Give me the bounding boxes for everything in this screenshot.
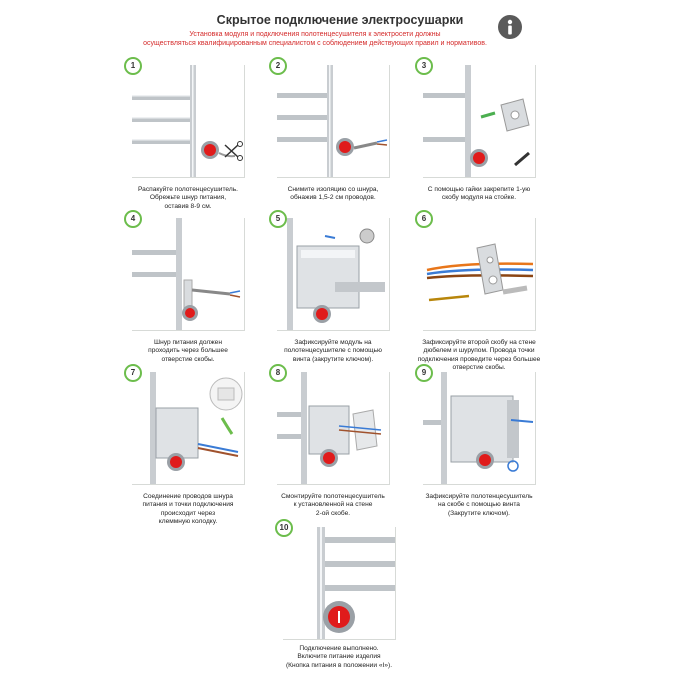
caption-line: отверстие скобы. <box>452 363 506 371</box>
caption-line: Подключение выполнено. <box>299 645 379 652</box>
page-title: Скрытое подключение электросушарки <box>216 13 464 27</box>
warning-line-1: Установка модуля и подключения полотенцесушителя к электросети должны <box>189 31 441 38</box>
step-7-illustration <box>132 372 244 484</box>
caption-line: (Закрутите ключом). <box>447 509 511 517</box>
step-6 <box>421 214 536 331</box>
step-1 <box>130 61 245 178</box>
step-9-caption <box>404 493 554 518</box>
step-8-illustration <box>277 372 389 484</box>
rotate-arrow-icon <box>325 236 335 238</box>
step-9 <box>421 368 536 485</box>
step-2 <box>275 61 390 178</box>
caption-line: Распакуйте полотенцесушитель. <box>137 186 238 193</box>
caption-line: подключения проведите через большее <box>417 355 541 363</box>
step-number: 10 <box>275 519 293 537</box>
caption-line: оставив 8-9 см. <box>164 202 212 210</box>
caption-line: к установленной на стене <box>293 501 373 509</box>
step-9-illustration <box>423 372 535 484</box>
caption-line: винта (закрутите ключом). <box>292 355 374 363</box>
caption-line: Зафиксируйте полотенцесушитель <box>425 493 533 500</box>
step-6-illustration <box>423 218 535 330</box>
warning-line-2: осуществляться квалифицированным специалистом с соблюдением действующих правил и нормативов. <box>143 40 487 47</box>
step-8 <box>275 368 390 485</box>
step-number: 7 <box>124 364 142 382</box>
terminal-block-icon <box>218 388 234 400</box>
screw-icon <box>429 296 469 300</box>
caption-line: питания и точки подключения <box>142 501 234 509</box>
arrow-icon <box>481 113 495 117</box>
step-number: 3 <box>415 57 433 75</box>
arrow-icon <box>222 418 232 434</box>
caption-line: скобу модуля на стойке. <box>441 194 517 202</box>
caption-line: проходить через большее <box>148 347 228 355</box>
step-number: 1 <box>124 57 142 75</box>
step-3 <box>421 61 536 178</box>
step-4-illustration <box>132 218 244 330</box>
step-number: 6 <box>415 210 433 228</box>
caption-line: Зафиксируйте второй скобу на стене <box>422 339 536 346</box>
caption-line: дюбелем и шурупом. Провода точки <box>423 347 535 355</box>
caption-line: Включите питание изделия <box>297 653 381 661</box>
caption-line: Зафиксируйте модуль на <box>294 339 372 346</box>
step-4-caption <box>113 339 263 364</box>
step-10 <box>279 523 396 640</box>
caption-line: отверстие скобы. <box>161 355 215 363</box>
step-2-illustration <box>277 65 389 177</box>
caption-line: происходит через <box>160 509 216 517</box>
wrench-icon <box>515 153 529 165</box>
step-3-illustration <box>423 65 535 177</box>
caption-line: Соединение проводов шнура <box>143 493 233 500</box>
step-number: 9 <box>415 364 433 382</box>
step-2-caption <box>258 186 408 203</box>
caption-line: на скобе с помощью винта <box>438 501 520 509</box>
step-4 <box>130 214 245 331</box>
step-number: 8 <box>269 364 287 382</box>
step-7 <box>130 368 245 485</box>
caption-line: обнажив 1,5-2 см проводов. <box>290 194 376 202</box>
step-10-caption <box>264 645 414 670</box>
caption-line: Снимите изоляцию со шнура, <box>287 186 379 193</box>
step-number: 5 <box>269 210 287 228</box>
caption-line: 2-ой скобе. <box>315 509 351 517</box>
warning-text <box>110 30 520 48</box>
step-1-illustration <box>132 65 244 177</box>
step-5 <box>275 214 390 331</box>
caption-line: Обрежьте шнур питания, <box>149 194 227 202</box>
caption-line: полотенцесушителе с помощью <box>284 347 382 355</box>
step-5-caption <box>258 339 408 364</box>
caption-line: (Кнопка питания в положении «I»). <box>285 661 393 669</box>
step-number: 2 <box>269 57 287 75</box>
caption-line: С помощью гайки закрепите 1-ую <box>427 186 531 193</box>
step-5-illustration <box>277 218 389 330</box>
step-3-caption <box>404 186 554 203</box>
caption-line: клеммную колодку. <box>158 517 218 525</box>
step-1-caption <box>113 186 263 211</box>
caption-line: Смонтируйте полотенцесушитель <box>281 493 385 500</box>
step-7-caption <box>113 493 263 526</box>
info-icon <box>498 15 522 39</box>
caption-line: Шнур питания должен <box>154 339 222 346</box>
dowel-icon <box>503 288 527 292</box>
step-8-caption <box>258 493 408 518</box>
step-number: 4 <box>124 210 142 228</box>
step-10-illustration <box>283 527 395 639</box>
